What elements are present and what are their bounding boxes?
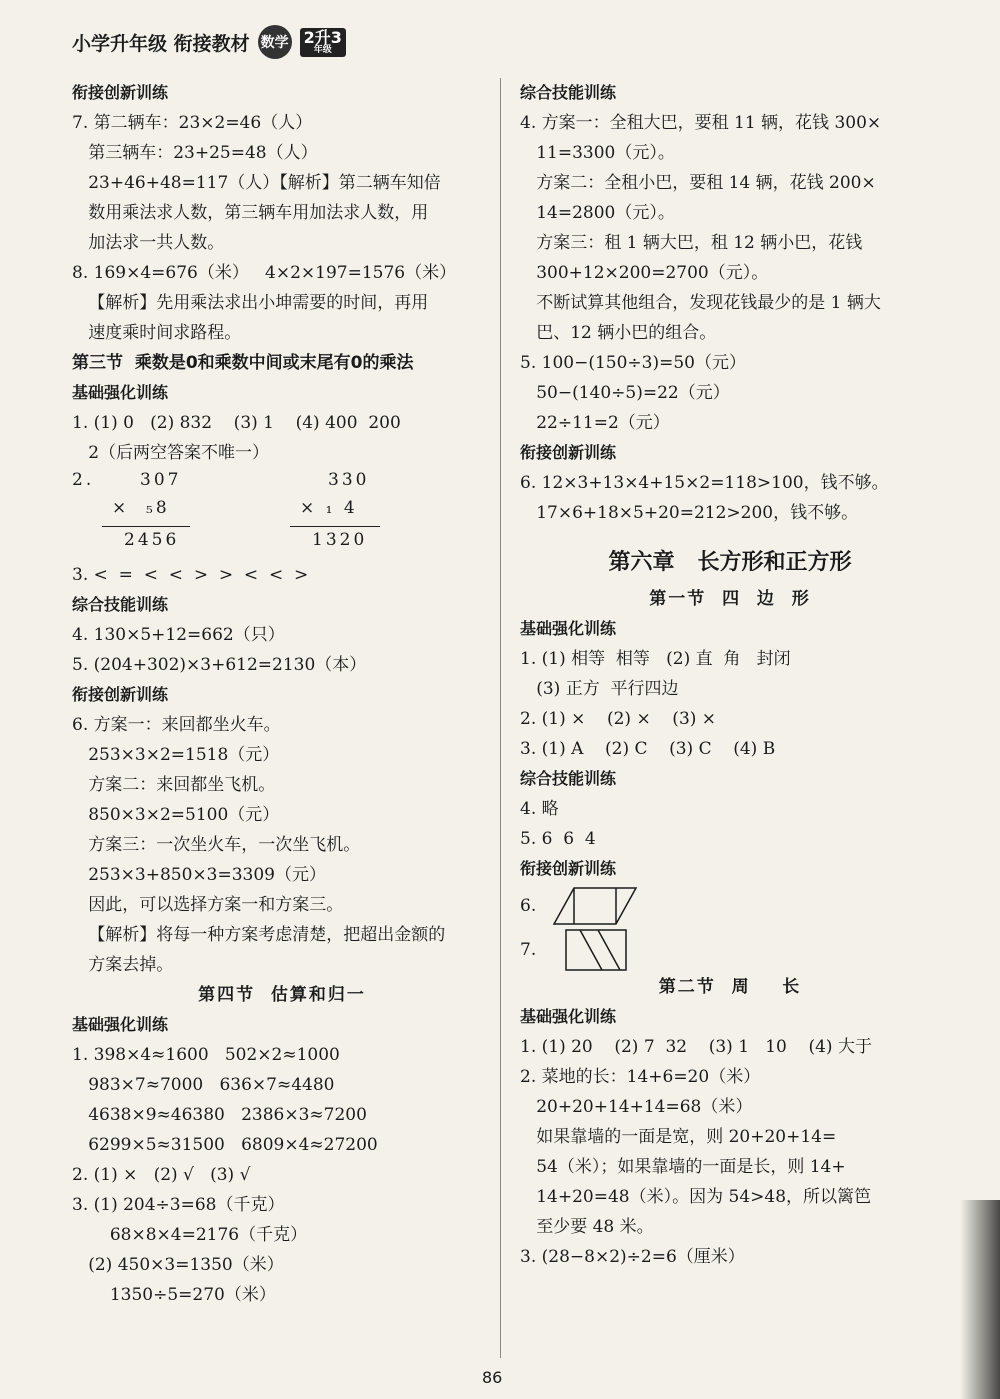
answer-line: 5. (204+302)×3+612=2130（本） <box>72 655 367 675</box>
parallelogram-drawing <box>550 884 640 928</box>
answer-line: 不断试算其他组合，发现花钱最少的是 1 辆大 <box>520 293 881 313</box>
right-column <box>520 78 940 1272</box>
calc-rule <box>102 526 190 527</box>
answer-line: 6299×5≈31500 6809×4≈27200 <box>72 1135 378 1155</box>
answer-line: 983×7≈7000 636×7≈4480 <box>72 1075 335 1095</box>
section-heading: 基础强化训练 <box>520 619 617 638</box>
answer-line: 850×3×2=5100（元） <box>72 805 280 825</box>
product: 2456 <box>124 530 180 550</box>
answer-line: 1. 398×4≈1600 502×2≈1000 <box>72 1045 340 1065</box>
answer-line: 14+20=48（米）。因为 54>48，所以篱笆 <box>520 1187 872 1207</box>
answer-line: 50−(140÷5)=22（元） <box>520 383 730 403</box>
answer-line: 253×3+850×3=3309（元） <box>72 865 326 885</box>
figure-outline <box>554 888 636 924</box>
calc-label: 2. <box>72 470 95 490</box>
multiplier: × ₅8 <box>112 498 170 518</box>
answer-line: 至少要 48 米。 <box>520 1217 654 1237</box>
answer-line: 4. 130×5+12=662（只） <box>72 625 285 645</box>
answer-line: 1. (1) 20 (2) 7 32 (3) 1 10 (4) 大于 <box>520 1037 872 1057</box>
answer-line: 加法求一共人数。 <box>72 233 225 253</box>
answer-line: 1. (1) 相等 相等 (2) 直 角 封闭 <box>520 649 791 669</box>
calc-rule <box>290 526 380 527</box>
answer-line: 5. 6 6 4 <box>520 829 596 849</box>
answer-line: 方案二：来回都坐飞机。 <box>72 775 276 795</box>
column-divider <box>500 78 501 1358</box>
answer-line: 4. 方案一：全租大巴，要租 11 辆，花钱 300× <box>520 113 882 133</box>
answer-line: 1350÷5=270（米） <box>72 1285 276 1305</box>
answer-line: 2（后两空答案不唯一） <box>72 443 270 463</box>
multiplicand: 330 <box>328 470 370 490</box>
left-column <box>72 78 492 1310</box>
answer-line: 3. (28−8×2)÷2=6（厘米） <box>520 1247 745 1267</box>
answer-line: 如果靠墙的一面是宽，则 20+20+14= <box>520 1127 837 1147</box>
answer-line: 20+20+14+14=68（米） <box>520 1097 753 1117</box>
section-heading: 衔接创新训练 <box>72 685 169 704</box>
section-title: 第二节 周 长 <box>658 977 802 997</box>
answer-line: 6. 12×3+13×4+15×2=118>100，钱不够。 <box>520 473 889 493</box>
book-title: 小学升年级 衔接教材 <box>72 32 250 55</box>
answer-line: 253×3×2=1518（元） <box>72 745 280 765</box>
product: 1320 <box>312 530 368 550</box>
question-number: 7. <box>520 940 537 960</box>
answer-line: 3. (1) 204÷3=68（千克） <box>72 1195 285 1215</box>
section-heading: 衔接创新训练 <box>520 443 617 462</box>
page-number: 86 <box>482 1368 503 1387</box>
answer-line: (2) 450×3=1350（米） <box>72 1255 284 1275</box>
answer-line: (3) 正方 平行四边 <box>520 679 679 699</box>
answer-line: 6. 方案一：来回都坐火车。 <box>72 715 281 735</box>
answer-line: 方案三：租 1 辆大巴，租 12 辆小巴，花钱 <box>520 233 863 253</box>
section-title: 第三节 乘数是0和乘数中间或末尾有0的乘法 <box>72 353 414 373</box>
section-heading: 综合技能训练 <box>520 769 617 788</box>
answer-line: 因此，可以选择方案一和方案三。 <box>72 895 344 915</box>
answer-line: 第三辆车：23+25=48（人） <box>72 143 318 163</box>
answer-line: 23+46+48=117（人）【解析】第二辆车知倍 <box>72 173 441 193</box>
answer-line: 巴、12 辆小巴的组合。 <box>520 323 717 343</box>
section-heading: 综合技能训练 <box>72 595 169 614</box>
section-title: 第四节 估算和归一 <box>198 985 366 1005</box>
answer-line: 54（米）；如果靠墙的一面是长，则 14+ <box>520 1157 846 1177</box>
answer-line: 14=2800（元）。 <box>520 203 675 223</box>
subject-badge: 数学 <box>258 25 292 59</box>
answer-line: 【解析】先用乘法求出小坤需要的时间，再用 <box>72 293 429 313</box>
question-number: 6. <box>520 896 537 916</box>
divided-square-drawing <box>550 928 640 972</box>
section-title: 第一节 四 边 形 <box>649 589 811 609</box>
answer-line: 2. 菜地的长：14+6=20（米） <box>520 1067 761 1087</box>
section-heading: 基础强化训练 <box>520 1007 617 1026</box>
section-heading: 基础强化训练 <box>72 1015 169 1034</box>
square-figure-row <box>520 928 940 972</box>
answer-line: 数用乘法求人数，第三辆车用加法求人数，用 <box>72 203 429 223</box>
answer-line: 2. (1) × (2) √ (3) √ <box>72 1165 251 1185</box>
figure-outline <box>566 930 626 970</box>
answer-line: 7. 第二辆车：23×2=46（人） <box>72 113 313 133</box>
multiplicand: 307 <box>140 470 182 490</box>
multiplier: × ₁ 4 <box>300 498 358 518</box>
answer-line: 3. (1) A (2) C (3) C (4) B <box>520 739 776 759</box>
vertical-multiplication <box>72 468 492 560</box>
answer-line: 17×6+18×5+20=212>200，钱不够。 <box>520 503 859 523</box>
chapter-title: 第六章 长方形和正方形 <box>608 550 852 575</box>
answer-line: 300+12×200=2700（元）。 <box>520 263 769 283</box>
answer-line: 8. 169×4=676（米） 4×2×197=1576（米） <box>72 263 457 283</box>
answer-line: 5. 100−(150÷3)=50（元） <box>520 353 746 373</box>
grade-badge-bottom: 年级 <box>313 44 332 55</box>
answer-line: 【解析】将每一种方案考虑清楚，把超出金额的 <box>72 925 446 945</box>
section-heading: 综合技能训练 <box>520 83 617 102</box>
section-heading: 衔接创新训练 <box>520 859 617 878</box>
grade-badge-top: 2升3 <box>303 27 342 47</box>
answer-line: 3. < = < < > > < < > <box>72 565 309 585</box>
answer-line: 22÷11=2（元） <box>520 413 670 433</box>
parallelogram-figure-row <box>520 884 940 928</box>
section-heading: 衔接创新训练 <box>72 83 169 102</box>
section-heading: 基础强化训练 <box>72 383 169 402</box>
answer-line: 速度乘时间求路程。 <box>72 323 242 343</box>
answer-line: 4638×9≈46380 2386×3≈7200 <box>72 1105 367 1125</box>
answer-line: 1. (1) 0 (2) 832 (3) 1 (4) 400 200 <box>72 413 401 433</box>
page-header <box>72 22 346 62</box>
page-edge-shadow <box>960 1200 1000 1399</box>
answer-line: 2. (1) × (2) × (3) × <box>520 709 717 729</box>
answer-line: 方案去掉。 <box>72 955 174 975</box>
answer-line: 4. 略 <box>520 799 559 819</box>
answer-line: 方案二：全租小巴，要租 14 辆，花钱 200× <box>520 173 876 193</box>
grade-badge <box>300 28 346 57</box>
answer-line: 11=3300（元）。 <box>520 143 675 163</box>
answer-line: 68×8×4=2176（千克） <box>72 1225 308 1245</box>
answer-line: 方案三：一次坐火车，一次坐飞机。 <box>72 835 361 855</box>
